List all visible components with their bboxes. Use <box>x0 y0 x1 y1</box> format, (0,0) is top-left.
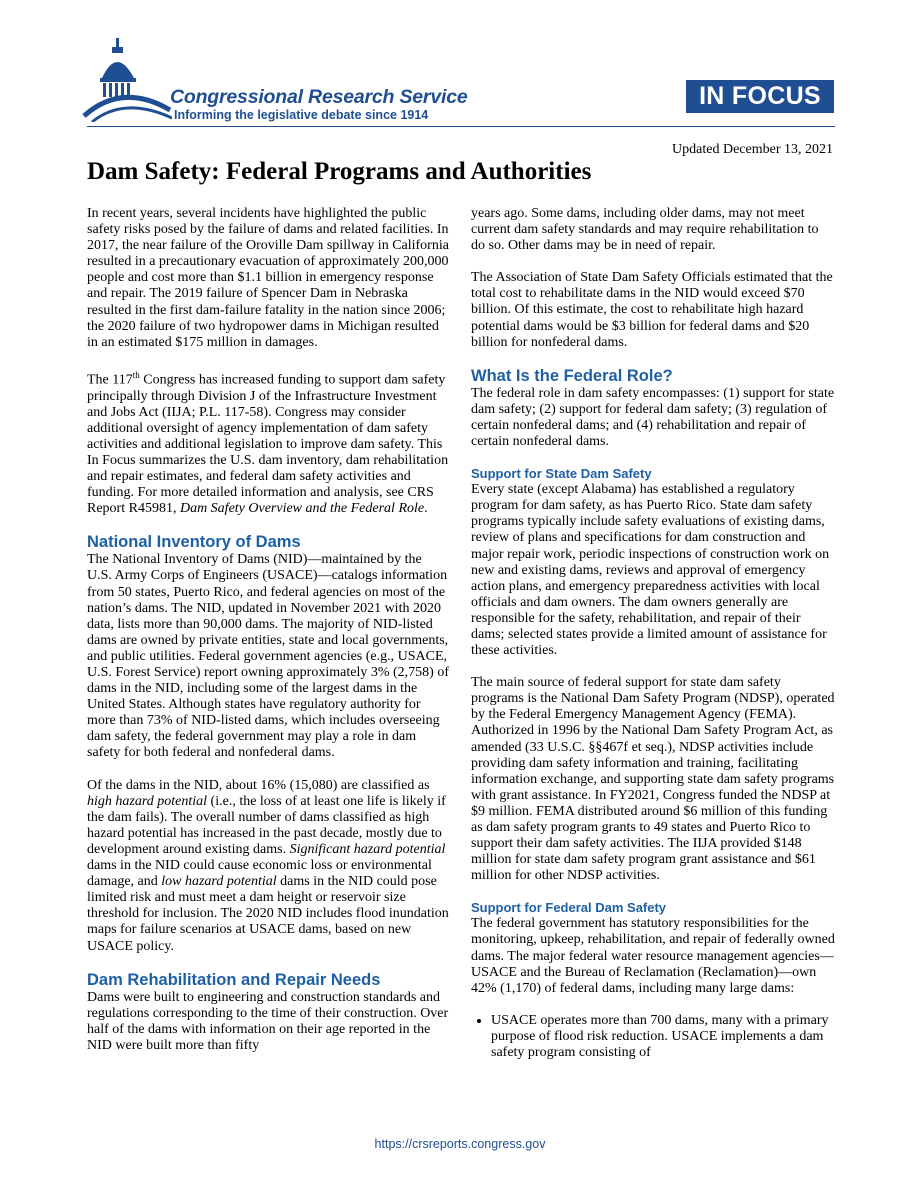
updated-date: Updated December 13, 2021 <box>672 142 833 157</box>
list-item: • USACE operates more than 700 dams, many with a primary purpose of flood risk reduction. USACE implements a dam safety program consisting of <box>491 1013 835 1061</box>
rehab-paragraph: Dams were built to engineering and construction standards and regulations corresponding to the time of their construction. Over half of the dams with information on their age reported in the NID were built more than fifty <box>87 989 449 1053</box>
hazard-paragraph: Of the dams in the NID, about 16% (15,080) are classified as high hazard potential (i.e., the loss of at least one life is likely if the dam fails). The overall number of dams classified as high hazard potential has increased in the past decade, mostly due to development around existing dams. Significant hazard potential dams in the NID could cause economic loss or environmental damage, and low hazard potential dams in the NID could pose limited risk and must meet a dam height or reservoir size threshold for inclusion. The 2020 NID includes flood inundation maps for failure scenarios at USACE dams, based on new USACE policy. <box>87 777 449 954</box>
cost-paragraph: The Association of State Dam Safety Officials estimated that the total cost to rehabilitate dams in the NID would exceed $70 billion. Of this estimate, the cost to rehabilitate high hazard potential dams would be $3 billion for federal dams and $20 billion for nonfederal dams. <box>471 270 833 350</box>
org-tagline: Informing the legislative debate since 1914 <box>174 108 429 122</box>
heading-state-dam-safety: Support for State Dam Safety <box>471 466 652 482</box>
capitol-dome-icon <box>82 38 172 122</box>
federal-paragraph: The federal government has statutory responsibilities for the monitoring, upkeep, rehabilitation, and repair of federally owned dams. The major federal water resource management agencies—USACE and the Bureau of Reclamation (Reclamation)—own 42% (1,170) of federal dams, including many large dams: <box>471 916 835 996</box>
age-paragraph: years ago. Some dams, including older dams, may not meet current dam safety standards and may require rehabilitation to do so. Other dams may be in need of repair. <box>471 206 819 254</box>
role-paragraph: The federal role in dam safety encompasses: (1) support for state dam safety; (2) support for federal dam safety; (3) regulation of certain nonfederal dams; and (4) rehabilitation and repair of certain nonfederal dams. <box>471 385 835 450</box>
in-focus-badge: IN FOCUS <box>686 80 834 113</box>
org-name: Congressional Research Service <box>170 86 468 108</box>
heading-rehabilitation: Dam Rehabilitation and Repair Needs <box>87 970 381 989</box>
congress-paragraph: The 117th Congress has increased funding to support dam safety principally through Division J of the Infrastructure Investment and Jobs Act (IIJA; P.L. 117-58). Congress may consider additional oversight of agency implementation of dam safety activities and additional legislation to improve dam safety. This In Focus summarizes the U.S. dam inventory, dam rehabilitation and repair estimates, and federal dam safety activities and funding. For more detailed information and analysis, see CRS Report R45981, Dam Safety Overview and the Federal Role. <box>87 369 449 517</box>
heading-federal-role: What Is the Federal Role? <box>471 366 673 385</box>
page-title: Dam Safety: Federal Programs and Authorities <box>87 158 592 185</box>
heading-federal-dam-safety: Support for Federal Dam Safety <box>471 900 667 916</box>
header-rule <box>87 126 835 127</box>
left-column <box>87 206 449 1070</box>
page-header <box>0 0 920 157</box>
report-title: Dam Safety Overview and the Federal Role <box>179 501 425 517</box>
agency-list <box>471 1013 835 1061</box>
heading-national-inventory: National Inventory of Dams <box>87 533 301 552</box>
footer-link[interactable]: https://crsreports.congress.gov <box>374 1137 546 1151</box>
inventory-paragraph: The National Inventory of Dams (NID)—maintained by the U.S. Army Corps of Engineers (USACE)—catalogs information from 50 states, Puerto Rico, and federal agencies on most of the nation’s dams. The NID, updated in November 2021 with 2020 data, lists more than 90,000 dams. The majority of NID-listed dams are owned by private entities, state and local governments, and public utilities. Federal government agencies (e.g., USACE, U.S. Forest Service) report owning approximately 3% (2,758) of dams in the NID, including some of the largest dams in the United States. Although states have regulatory authority for more than 73% of NID-listed dams, which includes overseeing dam safety, the federal government may play a role in dam safety for both federal and nonfederal dams. <box>87 552 449 761</box>
right-column <box>471 206 835 1061</box>
intro-paragraph: In recent years, several incidents have highlighted the public safety risks posed by the failure of dams and related facilities. In 2017, the near failure of the Oroville Dam spillway in California resulted in a precautionary evacuation of approximately 200,000 people and cost more than $1.1 billion in emergency response and repair. The 2019 failure of Spencer Dam in Nebraska resulted in the first dam-failure fatality in the nation since 2006; the 2020 failure of two hydropower dams in Michigan resulted in an estimated $175 million in damages. <box>87 206 449 350</box>
state-paragraph: Every state (except Alabama) has established a regulatory program for dam safety, as has Puerto Rico. State dam safety programs typically include safety evaluations of existing dams, review of plans and specifications for dam construction and major repair work, periodic inspections of construction work on new and existing dams, reviews and approval of emergency action plans, and emergency preparedness activities with local officials and dam owners. The dam owners generally are responsible for the safety, rehabilitation, and repair of their dams; selected states provide a limited amount of assistance for these activities. <box>471 482 830 659</box>
ndsp-paragraph: The main source of federal support for state dam safety programs is the National Dam Safety Program (NDSP), operated by the Federal Emergency Management Agency (FEMA). Authorized in 1996 by the National Dam Safety Program Act, as amended (33 U.S.C. §§467f et seq.), NDSP activities include providing dam safety information and training, facilitating information exchange, and supporting state dam safety programs with grant assistance. In FY2021, Congress funded the NDSP at $9 million. FEMA distributed around $6 million of this funding as dam safety program grants to 49 states and Puerto Rico to support their dam safety activities. The IIJA provided $148 million for state dam safety program grant assistance and $61 million for other NDSP activities. <box>471 675 835 884</box>
